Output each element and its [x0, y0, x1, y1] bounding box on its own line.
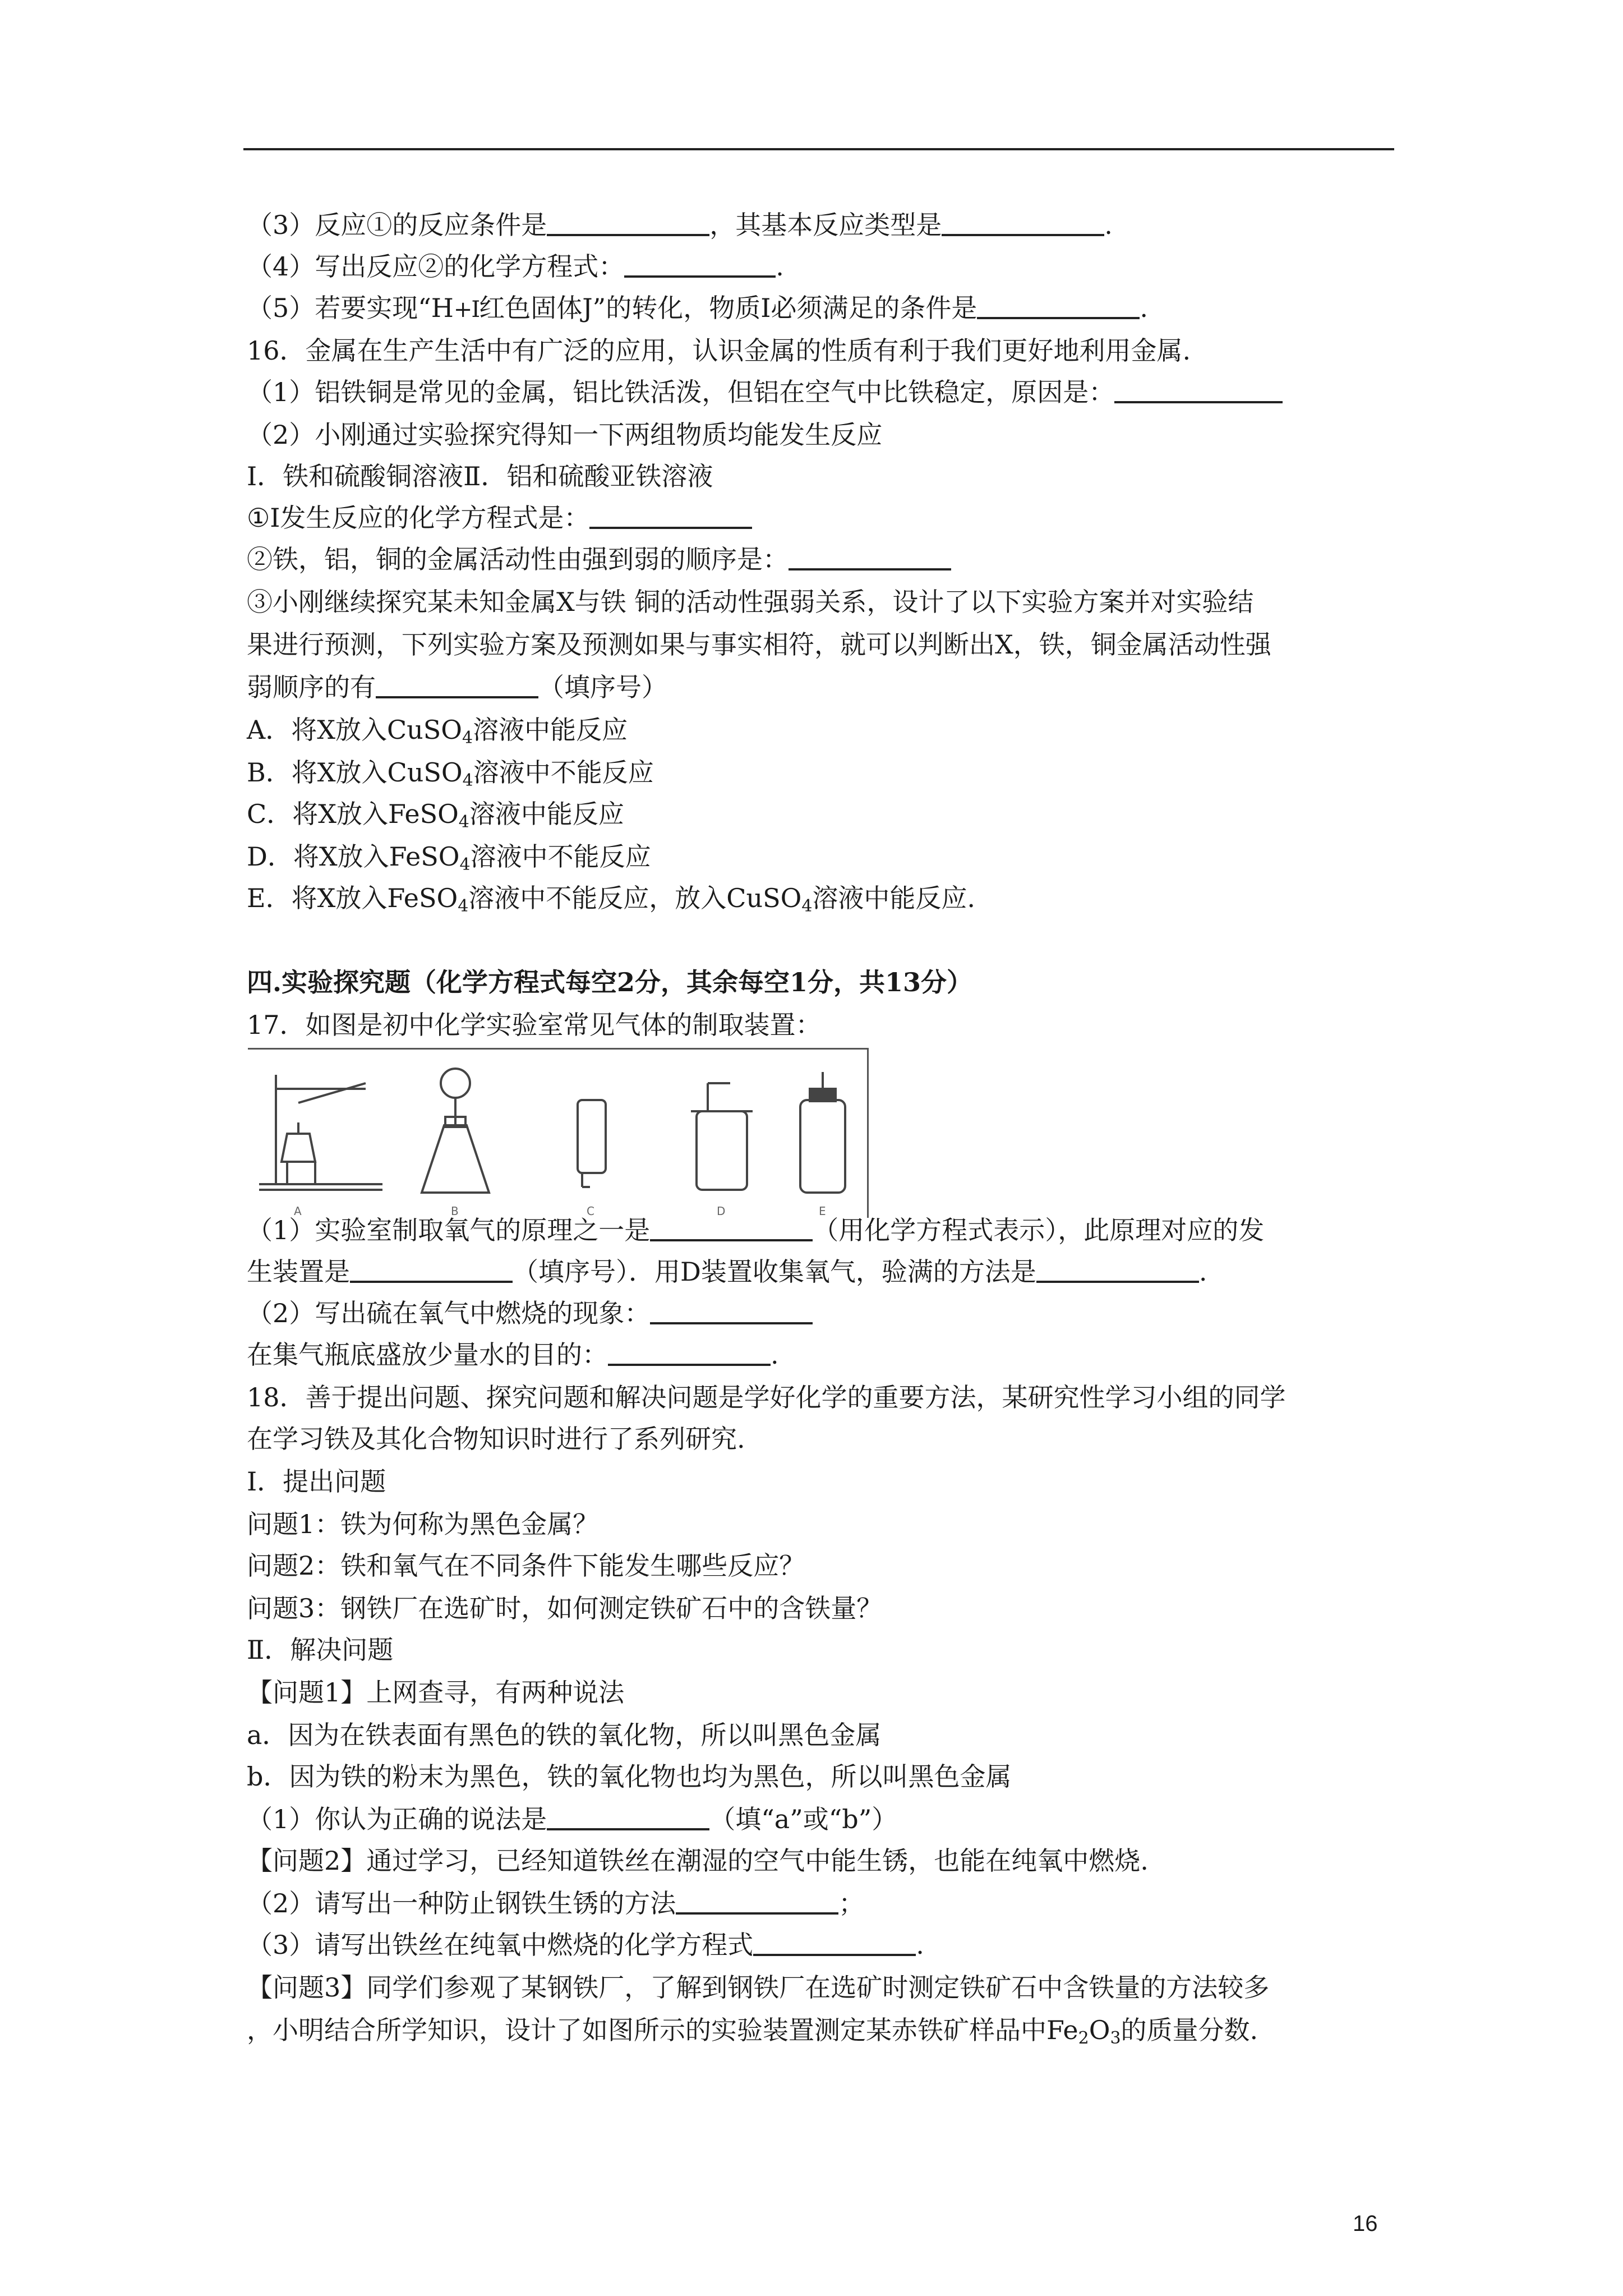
text-line: [247, 839, 1402, 874]
text-segment: （1）实验室制取氧气的原理之一是: [247, 1215, 651, 1245]
text-line: [247, 1632, 1402, 1667]
text-segment: 溶液中能反应: [469, 799, 624, 829]
text-segment: D．将X放入FeSO: [247, 841, 460, 872]
text-segment: 溶液中能反应.: [812, 883, 976, 913]
text-segment: （填序号）: [538, 672, 667, 702]
text-segment: E．将X放入FeSO: [247, 883, 458, 913]
text-segment: （填序号）．用D装置收集氧气，验满的方法是: [513, 1257, 1036, 1287]
text-segment: 在学习铁及其化合物知识时进行了系列研究.: [247, 1424, 745, 1454]
subscript: 4: [801, 896, 813, 916]
subscript: 4: [459, 855, 471, 875]
text-line: [247, 2013, 1402, 2047]
text-segment: （3）反应①的反应条件是: [247, 210, 547, 240]
text-line: [247, 333, 1402, 368]
figure-label-d: D: [717, 1204, 726, 1218]
gas-apparatus-figure: [248, 1048, 869, 1218]
text-segment: （4）写出反应②的化学方程式：: [247, 251, 625, 282]
figure-label-c: C: [587, 1204, 594, 1218]
subscript: 4: [458, 896, 469, 916]
text-segment: 红色固体J”的转化，物质I必须满足的条件是: [479, 293, 978, 323]
subscript: 2: [1078, 2028, 1089, 2048]
apparatus-drawing: [248, 1050, 867, 1218]
text-segment: （用化学方程式表示），此原理对应的发: [813, 1215, 1265, 1245]
figure-label-a: A: [294, 1204, 302, 1218]
text-segment: 溶液中不能反应: [470, 841, 651, 872]
text-line: [247, 542, 1402, 577]
text-segment: 问题2：铁和氧气在不同条件下能发生哪些反应？: [247, 1550, 805, 1581]
text-segment: .: [1140, 293, 1148, 323]
text-segment: （2）写出硫在氧气中燃烧的现象：: [247, 1298, 651, 1328]
text-line: [247, 1802, 1402, 1837]
answer-blank[interactable]: [650, 1297, 813, 1324]
reaction-arrow-icon: +I: [453, 297, 479, 323]
header-rule: [243, 148, 1394, 150]
subscript: 3: [1110, 2028, 1121, 2048]
text-line: [247, 1759, 1402, 1794]
text-segment: 问题3：钢铁厂在选矿时，如何测定铁矿石中的含铁量？: [247, 1593, 883, 1623]
page-number: 16: [1353, 2211, 1378, 2236]
text-segment: b．因为铁的粉末为黑色，铁的氧化物也均为黑色，所以叫黑色金属: [247, 1761, 1012, 1792]
figure-label-e: E: [819, 1204, 826, 1218]
answer-blank[interactable]: [376, 671, 538, 698]
text-line: [247, 1718, 1402, 1752]
text-segment: 问题1：铁为何称为黑色金属？: [247, 1509, 599, 1539]
text-line: [247, 797, 1402, 831]
text-segment: （3）请写出铁丝在纯氧中燃烧的化学方程式: [247, 1930, 754, 1960]
text-segment: 生装置是: [247, 1257, 350, 1287]
text-line: [247, 1007, 1402, 1042]
text-segment: A．将X放入CuSO: [247, 715, 463, 745]
text-line: [247, 627, 1402, 662]
text-segment: （1）铝铁铜是常见的金属，铝比铁活泼，但铝在空气中比铁稳定，原因是：: [247, 377, 1115, 407]
text-segment: B．将X放入CuSO: [247, 757, 463, 788]
answer-blank[interactable]: [350, 1256, 513, 1283]
text-segment: ，其基本反应类型是: [709, 210, 942, 240]
text-line: [247, 585, 1402, 619]
text-segment: 18．善于提出问题、探究问题和解决问题是学好化学的重要方法，某研究性学习小组的同学: [247, 1382, 1286, 1412]
text-line: [247, 459, 1402, 494]
answer-blank[interactable]: [789, 544, 951, 570]
text-line: [247, 249, 1402, 284]
answer-blank[interactable]: [977, 292, 1140, 319]
text-segment: 在集气瓶底盛放少量水的目的：: [247, 1340, 608, 1370]
text-segment: 溶液中不能反应，放入CuSO: [468, 883, 802, 913]
text-line: [247, 1296, 1402, 1331]
text-line: [247, 417, 1402, 452]
text-line: [247, 291, 1402, 327]
figure-label-b: B: [451, 1204, 459, 1218]
text-segment: a．因为在铁表面有黑色的铁的氧化物，所以叫黑色金属: [247, 1720, 882, 1750]
subscript: 4: [458, 812, 469, 832]
text-segment: 17．如图是初中化学实验室常见气体的制取装置：: [247, 1010, 822, 1040]
text-segment: （填“a”或“b”）: [709, 1804, 898, 1834]
text-line: [247, 1886, 1402, 1921]
text-segment: .: [1104, 210, 1113, 240]
text-line: [247, 1337, 1402, 1372]
text-segment: ，小明结合所学知识，设计了如图所示的实验装置测定某赤铁矿样品中Fe: [247, 2015, 1078, 2045]
text-segment: （1）你认为正确的说法是: [247, 1804, 547, 1834]
text-segment: 【问题3】同学们参观了某钢铁厂，了解到钢铁厂在选矿时测定铁矿石中含铁量的方法较多: [247, 1972, 1270, 2003]
text-line: [247, 1843, 1402, 1878]
text-line: [247, 1464, 1402, 1499]
answer-blank[interactable]: [589, 502, 752, 529]
text-line: [247, 1675, 1402, 1710]
text-line: [247, 1970, 1402, 2005]
text-line: [247, 375, 1402, 409]
text-segment: Ⅰ．提出问题: [247, 1466, 386, 1497]
text-segment: 四.实验探究题（化学方程式每空2分，其余每空1分，共13分）: [247, 967, 973, 997]
text-segment: （2）小刚通过实验探究得知一下两组物质均能发生反应: [247, 420, 883, 450]
answer-blank[interactable]: [547, 1803, 709, 1830]
text-segment: 弱顺序的有: [247, 672, 376, 702]
text-segment: 溶液中能反应: [473, 715, 628, 745]
text-line: [247, 712, 1402, 747]
text-segment: 16．金属在生产生活中有广泛的应用，认识金属的性质有利于我们更好地利用金属.: [247, 335, 1191, 366]
text-line: [247, 1380, 1402, 1415]
text-segment: C．将X放入FeSO: [247, 799, 459, 829]
text-segment: ②铁，铝，铜的金属活动性由强到弱的顺序是：: [247, 544, 789, 574]
text-segment: .: [916, 1930, 924, 1960]
text-segment: Ⅰ．铁和硫酸铜溶液Ⅱ．铝和硫酸亚铁溶液: [247, 461, 713, 491]
text-line: [247, 755, 1402, 790]
text-line: [247, 1421, 1402, 1456]
answer-blank[interactable]: [608, 1339, 771, 1366]
answer-blank[interactable]: [753, 1929, 916, 1956]
text-line: [247, 670, 1402, 705]
text-line: [247, 208, 1402, 242]
answer-blank[interactable]: [676, 1888, 838, 1915]
text-segment: .: [776, 251, 784, 282]
answer-blank[interactable]: [624, 251, 776, 278]
text-line: [247, 881, 1402, 915]
text-segment: .: [771, 1340, 779, 1370]
text-segment: （5）若要实现“H: [247, 293, 454, 323]
text-line: [247, 1254, 1402, 1289]
answer-blank[interactable]: [942, 209, 1104, 236]
text-line: [247, 500, 1402, 535]
answer-blank[interactable]: [1036, 1256, 1199, 1283]
text-line: [247, 1591, 1402, 1626]
text-line: [247, 965, 1402, 1000]
text-segment: O: [1089, 2015, 1110, 2045]
text-line: [247, 1507, 1402, 1542]
text-segment: （2）请写出一种防止钢铁生锈的方法: [247, 1888, 676, 1918]
text-line: [247, 1548, 1402, 1583]
subscript: 4: [462, 728, 473, 748]
text-segment: 的质量分数.: [1121, 2015, 1258, 2045]
text-segment: 果进行预测，下列实验方案及预测如果与事实相符，就可以判断出X，铁，铜金属活动性强: [247, 629, 1271, 660]
text-segment: 【问题1】上网查寻，有两种说法: [247, 1677, 625, 1708]
answer-blank[interactable]: [547, 209, 709, 236]
text-segment: ③小刚继续探究某未知金属X与铁 铜的活动性强弱关系，设计了以下实验方案并对实验结: [247, 587, 1254, 617]
subscript: 4: [462, 771, 473, 790]
text-line: [247, 1927, 1402, 1962]
text-segment: ①Ⅰ发生反应的化学方程式是：: [247, 503, 590, 533]
text-segment: 溶液中不能反应: [473, 757, 654, 788]
text-segment: .: [1198, 1257, 1207, 1287]
answer-blank[interactable]: [1114, 376, 1283, 403]
text-segment: ；: [838, 1888, 865, 1918]
text-segment: Ⅱ．解决问题: [247, 1635, 394, 1665]
text-segment: 【问题2】通过学习，已经知道铁丝在潮湿的空气中能生锈，也能在纯氧中燃烧.: [247, 1846, 1149, 1876]
